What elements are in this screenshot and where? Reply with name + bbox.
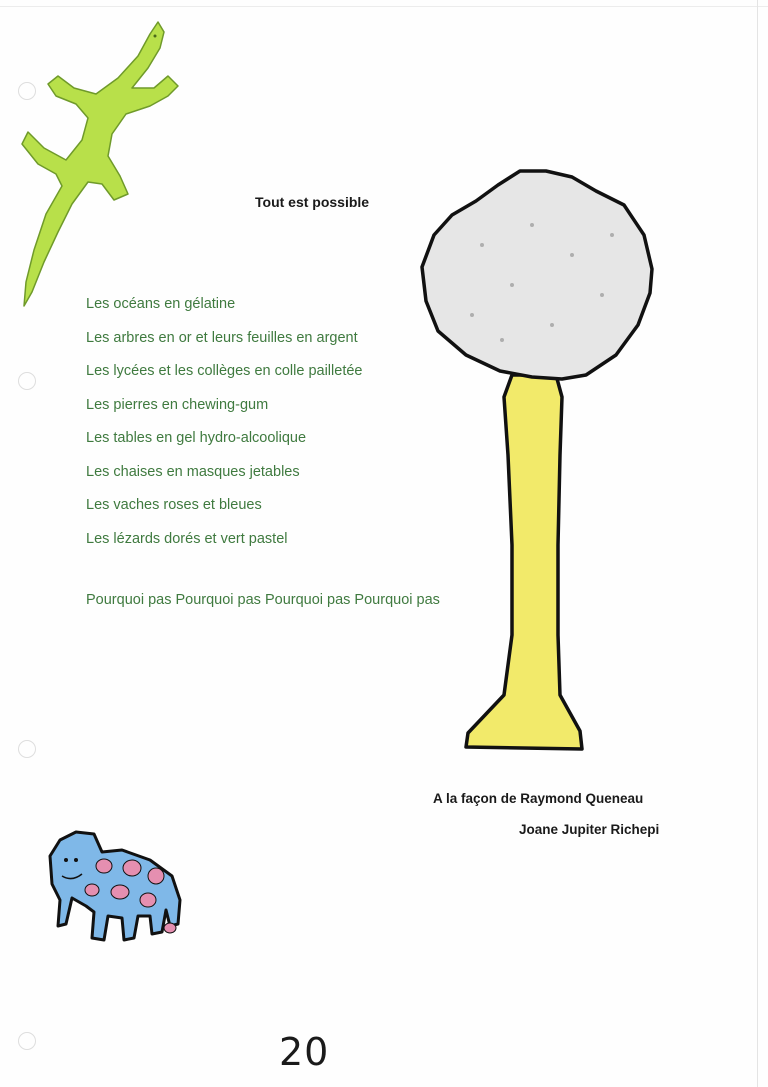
poem-line-4: Les pierres en chewing-gum [86,396,269,413]
poem-line-7: Les vaches roses et bleues [86,497,262,513]
page-number: 20 [279,1030,330,1074]
poem-body [86,294,362,562]
punch-hole-3 [18,740,36,758]
inspiration-credit: A la façon de Raymond Queneau [433,791,644,806]
punch-hole-4 [18,1032,36,1050]
tree-drawing [412,165,662,757]
poem-title: Tout est possible [255,194,370,210]
author-credit: Joane Jupiter Richepi [519,822,660,837]
page-top-edge [0,6,768,7]
poem-line-1: Les océans en gélatine [86,296,236,312]
poem-line-5: Les tables en gel hydro-alcoolique [86,430,307,446]
poem-line-2: Les arbres en or et leurs feuilles en argent [86,329,358,346]
punch-hole-2 [18,372,36,390]
poem-line-3: Les lycées et les collèges en colle pailletée [86,363,363,379]
page-right-edge [757,0,758,1087]
poem-refrain: Pourquoi pas Pourquoi pas Pourquoi pas Pourquoi pas [86,592,440,608]
poem-line-8: Les lézards dorés et vert pastel [86,530,288,547]
lizard-drawing [8,14,188,314]
cow-drawing [46,820,186,955]
poem-line-6: Les chaises en masques jetables [86,463,300,480]
